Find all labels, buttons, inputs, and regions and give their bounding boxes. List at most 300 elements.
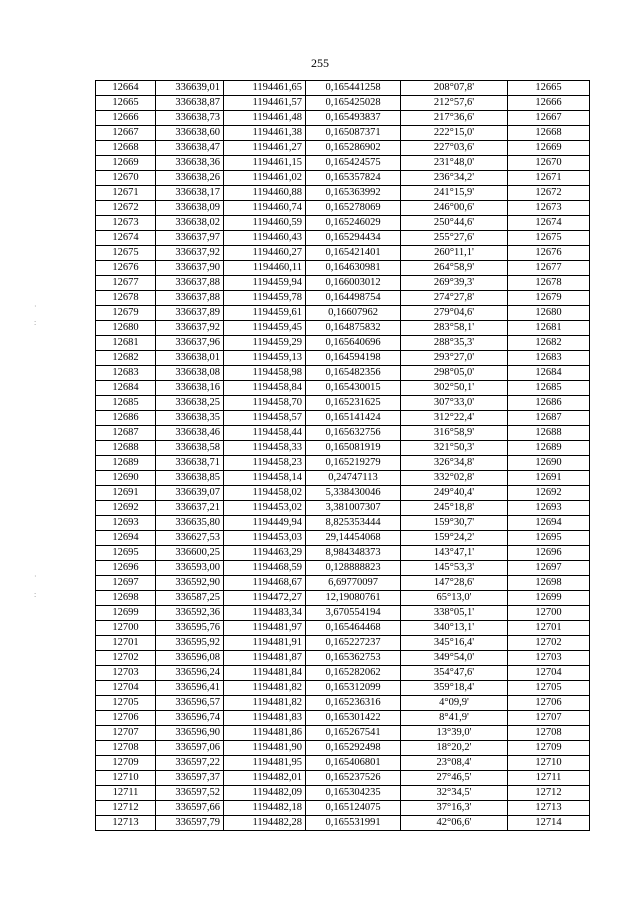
y-coordinate-cell: 1194482,09: [224, 786, 306, 801]
y-coordinate-cell: 1194458,02: [224, 486, 306, 501]
y-coordinate-cell: 1194481,91: [224, 636, 306, 651]
direction-angle-cell: 4°09,9': [401, 696, 508, 711]
direction-angle-cell: 332°02,8': [401, 471, 508, 486]
x-coordinate-cell: 336638,09: [156, 201, 224, 216]
table-row: [96, 801, 590, 816]
point-number-cell: 12701: [96, 636, 156, 651]
x-coordinate-cell: 336639,07: [156, 486, 224, 501]
y-coordinate-cell: 1194463,29: [224, 546, 306, 561]
y-coordinate-cell: 1194481,82: [224, 696, 306, 711]
distance-cell: 0,164594198: [306, 351, 401, 366]
y-coordinate-cell: 1194459,61: [224, 306, 306, 321]
x-coordinate-cell: 336637,96: [156, 336, 224, 351]
margin-mark: :: [34, 590, 37, 599]
table-row: [96, 321, 590, 336]
distance-cell: 0,165421401: [306, 246, 401, 261]
distance-cell: 0,165531991: [306, 816, 401, 831]
table-row: [96, 366, 590, 381]
next-point-number-cell: 12714: [508, 816, 590, 831]
x-coordinate-cell: 336597,66: [156, 801, 224, 816]
direction-angle-cell: 264°58,9': [401, 261, 508, 276]
point-number-cell: 12680: [96, 321, 156, 336]
table-row: [96, 741, 590, 756]
table-row: [96, 276, 590, 291]
direction-angle-cell: 269°39,3': [401, 276, 508, 291]
x-coordinate-cell: 336637,90: [156, 261, 224, 276]
direction-angle-cell: 208°07,8': [401, 81, 508, 96]
x-coordinate-cell: 336638,73: [156, 111, 224, 126]
table-row: [96, 816, 590, 831]
next-point-number-cell: 12668: [508, 126, 590, 141]
x-coordinate-cell: 336638,08: [156, 366, 224, 381]
y-coordinate-cell: 1194472,27: [224, 591, 306, 606]
direction-angle-cell: 359°18,4': [401, 681, 508, 696]
point-number-cell: 12713: [96, 816, 156, 831]
table-row: [96, 771, 590, 786]
x-coordinate-cell: 336587,25: [156, 591, 224, 606]
point-number-cell: 12704: [96, 681, 156, 696]
x-coordinate-cell: 336637,21: [156, 501, 224, 516]
distance-cell: 0,165424575: [306, 156, 401, 171]
next-point-number-cell: 12681: [508, 321, 590, 336]
distance-cell: 0,165286902: [306, 141, 401, 156]
next-point-number-cell: 12696: [508, 546, 590, 561]
distance-cell: 0,165301422: [306, 711, 401, 726]
point-number-cell: 12678: [96, 291, 156, 306]
point-number-cell: 12693: [96, 516, 156, 531]
next-point-number-cell: 12683: [508, 351, 590, 366]
direction-angle-cell: 288°35,3': [401, 336, 508, 351]
point-number-cell: 12712: [96, 801, 156, 816]
next-point-number-cell: 12698: [508, 576, 590, 591]
y-coordinate-cell: 1194481,84: [224, 666, 306, 681]
distance-cell: 3,670554194: [306, 606, 401, 621]
y-coordinate-cell: 1194458,44: [224, 426, 306, 441]
table-row: [96, 156, 590, 171]
y-coordinate-cell: 1194461,48: [224, 111, 306, 126]
point-number-cell: 12699: [96, 606, 156, 621]
table-row: [96, 456, 590, 471]
y-coordinate-cell: 1194449,94: [224, 516, 306, 531]
y-coordinate-cell: 1194461,65: [224, 81, 306, 96]
point-number-cell: 12666: [96, 111, 156, 126]
direction-angle-cell: 274°27,8': [401, 291, 508, 306]
point-number-cell: 12690: [96, 471, 156, 486]
distance-cell: 0,166003012: [306, 276, 401, 291]
point-number-cell: 12702: [96, 651, 156, 666]
distance-cell: 0,165236316: [306, 696, 401, 711]
point-number-cell: 12696: [96, 561, 156, 576]
table-row: [96, 501, 590, 516]
point-number-cell: 12687: [96, 426, 156, 441]
table-row: [96, 381, 590, 396]
direction-angle-cell: 249°40,4': [401, 486, 508, 501]
table-row: [96, 171, 590, 186]
table-row: [96, 96, 590, 111]
distance-cell: 0,165362753: [306, 651, 401, 666]
y-coordinate-cell: 1194458,14: [224, 471, 306, 486]
x-coordinate-cell: 336638,46: [156, 426, 224, 441]
table-row: [96, 651, 590, 666]
y-coordinate-cell: 1194468,67: [224, 576, 306, 591]
point-number-cell: 12674: [96, 231, 156, 246]
y-coordinate-cell: 1194483,34: [224, 606, 306, 621]
table-row: [96, 696, 590, 711]
table-row: [96, 261, 590, 276]
distance-cell: 6,69770097: [306, 576, 401, 591]
direction-angle-cell: 32°34,5': [401, 786, 508, 801]
y-coordinate-cell: 1194458,33: [224, 441, 306, 456]
table-row: [96, 591, 590, 606]
distance-cell: 0,165363992: [306, 186, 401, 201]
direction-angle-cell: 217°36,6': [401, 111, 508, 126]
next-point-number-cell: 12699: [508, 591, 590, 606]
point-number-cell: 12677: [96, 276, 156, 291]
point-number-cell: 12669: [96, 156, 156, 171]
table-row: [96, 186, 590, 201]
direction-angle-cell: 227°03,6': [401, 141, 508, 156]
next-point-number-cell: 12665: [508, 81, 590, 96]
x-coordinate-cell: 336637,88: [156, 291, 224, 306]
x-coordinate-cell: 336637,88: [156, 276, 224, 291]
x-coordinate-cell: 336638,85: [156, 471, 224, 486]
table-row: [96, 201, 590, 216]
next-point-number-cell: 12687: [508, 411, 590, 426]
next-point-number-cell: 12691: [508, 471, 590, 486]
y-coordinate-cell: 1194453,03: [224, 531, 306, 546]
next-point-number-cell: 12702: [508, 636, 590, 651]
point-number-cell: 12671: [96, 186, 156, 201]
distance-cell: 0,165124075: [306, 801, 401, 816]
distance-cell: 8,984348373: [306, 546, 401, 561]
y-coordinate-cell: 1194482,01: [224, 771, 306, 786]
distance-cell: 8,825353444: [306, 516, 401, 531]
point-number-cell: 12694: [96, 531, 156, 546]
point-number-cell: 12695: [96, 546, 156, 561]
direction-angle-cell: 222°15,0': [401, 126, 508, 141]
distance-cell: 29,14454068: [306, 531, 401, 546]
point-number-cell: 12684: [96, 381, 156, 396]
point-number-cell: 12688: [96, 441, 156, 456]
direction-angle-cell: 255°27,6': [401, 231, 508, 246]
x-coordinate-cell: 336597,79: [156, 816, 224, 831]
next-point-number-cell: 12674: [508, 216, 590, 231]
distance-cell: 0,165141424: [306, 411, 401, 426]
y-coordinate-cell: 1194481,83: [224, 711, 306, 726]
x-coordinate-cell: 336637,97: [156, 231, 224, 246]
table-row: [96, 531, 590, 546]
point-number-cell: 12686: [96, 411, 156, 426]
y-coordinate-cell: 1194458,70: [224, 396, 306, 411]
page-number: 255: [311, 56, 329, 70]
x-coordinate-cell: 336600,25: [156, 546, 224, 561]
x-coordinate-cell: 336596,41: [156, 681, 224, 696]
x-coordinate-cell: 336638,47: [156, 141, 224, 156]
x-coordinate-cell: 336638,71: [156, 456, 224, 471]
x-coordinate-cell: 336595,92: [156, 636, 224, 651]
x-coordinate-cell: 336638,25: [156, 396, 224, 411]
x-coordinate-cell: 336597,22: [156, 756, 224, 771]
next-point-number-cell: 12704: [508, 666, 590, 681]
table-row: [96, 141, 590, 156]
point-number-cell: 12708: [96, 741, 156, 756]
table-row: [96, 726, 590, 741]
next-point-number-cell: 12685: [508, 381, 590, 396]
y-coordinate-cell: 1194458,98: [224, 366, 306, 381]
direction-angle-cell: 321°50,3': [401, 441, 508, 456]
point-number-cell: 12676: [96, 261, 156, 276]
next-point-number-cell: 12708: [508, 726, 590, 741]
table-row: [96, 336, 590, 351]
direction-angle-cell: 37°16,3': [401, 801, 508, 816]
direction-angle-cell: 159°24,2': [401, 531, 508, 546]
point-number-cell: 12664: [96, 81, 156, 96]
distance-cell: 0,165425028: [306, 96, 401, 111]
distance-cell: 0,165312099: [306, 681, 401, 696]
point-number-cell: 12692: [96, 501, 156, 516]
direction-angle-cell: 338°05,1': [401, 606, 508, 621]
distance-cell: 0,165430015: [306, 381, 401, 396]
y-coordinate-cell: 1194458,57: [224, 411, 306, 426]
distance-cell: 0,165267541: [306, 726, 401, 741]
next-point-number-cell: 12706: [508, 696, 590, 711]
next-point-number-cell: 12695: [508, 531, 590, 546]
direction-angle-cell: 354°47,6': [401, 666, 508, 681]
direction-angle-cell: 231°48,0': [401, 156, 508, 171]
direction-angle-cell: 236°34,2': [401, 171, 508, 186]
table-row: [96, 231, 590, 246]
next-point-number-cell: 12692: [508, 486, 590, 501]
x-coordinate-cell: 336638,02: [156, 216, 224, 231]
distance-cell: 0,165304235: [306, 786, 401, 801]
next-point-number-cell: 12705: [508, 681, 590, 696]
point-number-cell: 12682: [96, 351, 156, 366]
point-number-cell: 12668: [96, 141, 156, 156]
direction-angle-cell: 307°33,0': [401, 396, 508, 411]
direction-angle-cell: 279°04,6': [401, 306, 508, 321]
distance-cell: 0,165493837: [306, 111, 401, 126]
y-coordinate-cell: 1194453,02: [224, 501, 306, 516]
table-row: [96, 621, 590, 636]
next-point-number-cell: 12693: [508, 501, 590, 516]
distance-cell: 0,16607962: [306, 306, 401, 321]
direction-angle-cell: 326°34,8': [401, 456, 508, 471]
margin-mark: ·: [34, 572, 37, 581]
table-row: [96, 636, 590, 651]
table-row: [96, 351, 590, 366]
y-coordinate-cell: 1194461,57: [224, 96, 306, 111]
table-row: [96, 426, 590, 441]
y-coordinate-cell: 1194459,78: [224, 291, 306, 306]
x-coordinate-cell: 336596,57: [156, 696, 224, 711]
direction-angle-cell: 245°18,8': [401, 501, 508, 516]
table-row: [96, 546, 590, 561]
table-row: [96, 291, 590, 306]
table-body: [96, 81, 590, 831]
next-point-number-cell: 12710: [508, 756, 590, 771]
x-coordinate-cell: 336639,01: [156, 81, 224, 96]
next-point-number-cell: 12669: [508, 141, 590, 156]
y-coordinate-cell: 1194461,38: [224, 126, 306, 141]
x-coordinate-cell: 336596,90: [156, 726, 224, 741]
next-point-number-cell: 12672: [508, 186, 590, 201]
next-point-number-cell: 12688: [508, 426, 590, 441]
direction-angle-cell: 18°20,2': [401, 741, 508, 756]
direction-angle-cell: 260°11,1': [401, 246, 508, 261]
next-point-number-cell: 12690: [508, 456, 590, 471]
table-row: [96, 666, 590, 681]
point-number-cell: 12675: [96, 246, 156, 261]
y-coordinate-cell: 1194481,86: [224, 726, 306, 741]
distance-cell: 0,165441258: [306, 81, 401, 96]
table-row: [96, 306, 590, 321]
x-coordinate-cell: 336638,16: [156, 381, 224, 396]
x-coordinate-cell: 336638,17: [156, 186, 224, 201]
x-coordinate-cell: 336638,60: [156, 126, 224, 141]
next-point-number-cell: 12680: [508, 306, 590, 321]
direction-angle-cell: 13°39,0': [401, 726, 508, 741]
table-row: [96, 576, 590, 591]
x-coordinate-cell: 336596,24: [156, 666, 224, 681]
distance-cell: 0,165081919: [306, 441, 401, 456]
direction-angle-cell: 159°30,7': [401, 516, 508, 531]
distance-cell: 0,165406801: [306, 756, 401, 771]
x-coordinate-cell: 336597,37: [156, 771, 224, 786]
coordinates-table: [95, 80, 590, 831]
point-number-cell: 12700: [96, 621, 156, 636]
distance-cell: 0,164498754: [306, 291, 401, 306]
x-coordinate-cell: 336593,00: [156, 561, 224, 576]
direction-angle-cell: 345°16,4': [401, 636, 508, 651]
table-row: [96, 441, 590, 456]
y-coordinate-cell: 1194460,88: [224, 186, 306, 201]
table-row: [96, 516, 590, 531]
x-coordinate-cell: 336637,89: [156, 306, 224, 321]
x-coordinate-cell: 336596,74: [156, 711, 224, 726]
direction-angle-cell: 147°28,6': [401, 576, 508, 591]
point-number-cell: 12703: [96, 666, 156, 681]
table-row: [96, 681, 590, 696]
next-point-number-cell: 12676: [508, 246, 590, 261]
point-number-cell: 12667: [96, 126, 156, 141]
point-number-cell: 12711: [96, 786, 156, 801]
point-number-cell: 12672: [96, 201, 156, 216]
direction-angle-cell: 250°44,6': [401, 216, 508, 231]
y-coordinate-cell: 1194459,29: [224, 336, 306, 351]
point-number-cell: 12709: [96, 756, 156, 771]
direction-angle-cell: 302°50,1': [401, 381, 508, 396]
distance-cell: 0,165237526: [306, 771, 401, 786]
next-point-number-cell: 12712: [508, 786, 590, 801]
y-coordinate-cell: 1194458,84: [224, 381, 306, 396]
table-row: [96, 561, 590, 576]
point-number-cell: 12665: [96, 96, 156, 111]
next-point-number-cell: 12666: [508, 96, 590, 111]
x-coordinate-cell: 336627,53: [156, 531, 224, 546]
direction-angle-cell: 143°47,1': [401, 546, 508, 561]
next-point-number-cell: 12689: [508, 441, 590, 456]
direction-angle-cell: 293°27,0': [401, 351, 508, 366]
y-coordinate-cell: 1194482,18: [224, 801, 306, 816]
distance-cell: 0,165482356: [306, 366, 401, 381]
next-point-number-cell: 12684: [508, 366, 590, 381]
direction-angle-cell: 8°41,9': [401, 711, 508, 726]
next-point-number-cell: 12679: [508, 291, 590, 306]
point-number-cell: 12681: [96, 336, 156, 351]
y-coordinate-cell: 1194481,97: [224, 621, 306, 636]
y-coordinate-cell: 1194458,23: [224, 456, 306, 471]
y-coordinate-cell: 1194461,15: [224, 156, 306, 171]
point-number-cell: 12679: [96, 306, 156, 321]
y-coordinate-cell: 1194460,27: [224, 246, 306, 261]
distance-cell: 0,165640696: [306, 336, 401, 351]
distance-cell: 0,165227237: [306, 636, 401, 651]
point-number-cell: 12697: [96, 576, 156, 591]
point-number-cell: 12710: [96, 771, 156, 786]
table-row: [96, 711, 590, 726]
direction-angle-cell: 340°13,1': [401, 621, 508, 636]
y-coordinate-cell: 1194481,90: [224, 741, 306, 756]
x-coordinate-cell: 336637,92: [156, 246, 224, 261]
direction-angle-cell: 316°58,9': [401, 426, 508, 441]
y-coordinate-cell: 1194461,27: [224, 141, 306, 156]
distance-cell: 0,165282062: [306, 666, 401, 681]
x-coordinate-cell: 336637,92: [156, 321, 224, 336]
y-coordinate-cell: 1194459,45: [224, 321, 306, 336]
table-row: [96, 471, 590, 486]
distance-cell: 0,164630981: [306, 261, 401, 276]
margin-mark: ·: [34, 302, 37, 311]
next-point-number-cell: 12667: [508, 111, 590, 126]
distance-cell: 0,165357824: [306, 171, 401, 186]
next-point-number-cell: 12675: [508, 231, 590, 246]
x-coordinate-cell: 336592,36: [156, 606, 224, 621]
next-point-number-cell: 12677: [508, 261, 590, 276]
table-row: [96, 786, 590, 801]
distance-cell: 12,19080761: [306, 591, 401, 606]
x-coordinate-cell: 336595,76: [156, 621, 224, 636]
distance-cell: 3,381007307: [306, 501, 401, 516]
x-coordinate-cell: 336638,35: [156, 411, 224, 426]
distance-cell: 0,164875832: [306, 321, 401, 336]
x-coordinate-cell: 336638,87: [156, 96, 224, 111]
x-coordinate-cell: 336597,06: [156, 741, 224, 756]
direction-angle-cell: 65°13,0': [401, 591, 508, 606]
next-point-number-cell: 12671: [508, 171, 590, 186]
direction-angle-cell: 42°06,6': [401, 816, 508, 831]
point-number-cell: 12705: [96, 696, 156, 711]
direction-angle-cell: 27°46,5': [401, 771, 508, 786]
table-row: [96, 756, 590, 771]
distance-cell: 0,165231625: [306, 396, 401, 411]
direction-angle-cell: 23°08,4': [401, 756, 508, 771]
table-row: [96, 81, 590, 96]
direction-angle-cell: 241°15,9': [401, 186, 508, 201]
distance-cell: 0,165294434: [306, 231, 401, 246]
next-point-number-cell: 12670: [508, 156, 590, 171]
distance-cell: 0,165278069: [306, 201, 401, 216]
point-number-cell: 12689: [96, 456, 156, 471]
margin-mark: :: [34, 318, 37, 327]
direction-angle-cell: 145°53,3': [401, 561, 508, 576]
distance-cell: 0,165292498: [306, 741, 401, 756]
next-point-number-cell: 12701: [508, 621, 590, 636]
point-number-cell: 12707: [96, 726, 156, 741]
distance-cell: 0,128888823: [306, 561, 401, 576]
y-coordinate-cell: 1194460,59: [224, 216, 306, 231]
direction-angle-cell: 312°22,4': [401, 411, 508, 426]
point-number-cell: 12685: [96, 396, 156, 411]
